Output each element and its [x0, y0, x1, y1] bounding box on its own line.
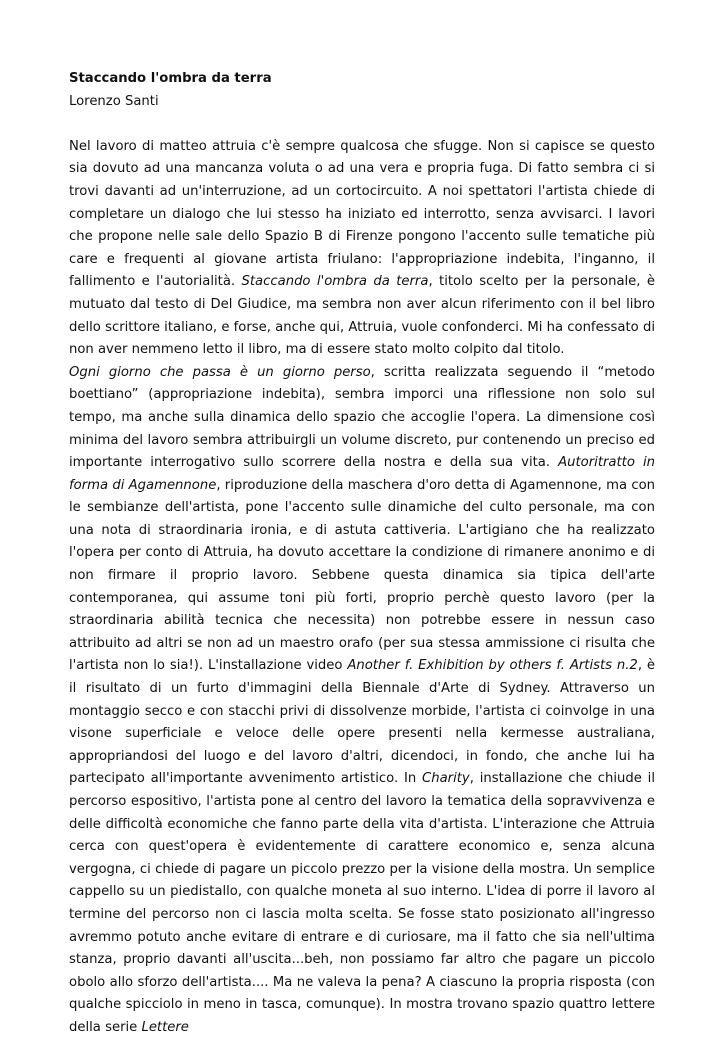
italic-title-text: Ogni giorno che passa è un giorno perso: [69, 364, 371, 380]
italic-title-text: Charity: [422, 771, 470, 787]
paragraph-text: , titolo scelto per la personale, è mutuato dal testo di Del Giudice, ma sembra non aver alcun riferimento con il bel libro dello scrittore italiano, e forse, anche qui, Attruia, vuole confonderci. Mi ha confessato di non aver nemmeno letto il libro, ma di essere stato molto colpito dal titolo.: [69, 274, 656, 358]
paragraph-text: , riproduzione della maschera d'oro detta di Agamennone, ma con le sembianze dell'artista, pone l'accento sulle dinamiche del culto personale, ma con una nota di straordinaria ironia, e di astuta cattiveria. L'artigiano che ha realizzato l'opera per conto di Attruia, ha dovuto accettare la condizione di rimanere anonimo e di non firmare il proprio lavoro. Sebbene questa dinamica sia tipica dell'arte contemporanea, qui assume toni più forti, proprio perchè questo lavoro (per la straordinaria abilità tecnica che necessita) non potrebbe essere in nessun caso attribuito ad altri se non ad un maestro orafo (per sua stessa ammissione ci risulta che l'artista non lo sia!). L'installazione video: [69, 477, 655, 674]
document-page: [69, 68, 655, 1040]
body-paragraph: [69, 362, 655, 1040]
document-title: Staccando l'ombra da terra: [69, 71, 272, 86]
italic-title-text: Staccando l'ombra da terra: [241, 274, 429, 290]
paragraph-text: , è il risultato di un furto d'immagini della Biennale d'Arte di Sydney. Attraverso un montaggio secco e con stacchi privi di dissolvenze morbide, l'artista ci coinvolge in una visone superficiale e veloce delle opere presenti nella kermesse australiana, appropriandosi del luogo e del lavoro d'altri, dicendoci, in fondo, che anche lui ha partecipato all'importante avvenimento artistico. In: [69, 658, 655, 787]
paragraph-text: Nel lavoro di matteo attruia c'è sempre qualcosa che sfugge. Non si capisce se questo sia dovuto ad una mancanza voluta o ad una vera e propria fuga. Di fatto sembra ci si trovi davanti ad un'interruzione, ad un cortocircuito. A noi spettatori l'artista chiede di completare un dialogo che lui stesso ha iniziato ed interrotto, senza avvisarci. I lavori che propone nelle sale dello Spazio B di Firenze pongono l'accento sulle tematiche più care e frequenti al giovane artista friulano: l'appropriazione indebita, l'inganno, il fallimento e l'autorialità.: [69, 138, 655, 290]
document-body: [69, 136, 655, 1040]
italic-title-text: Another f. Exhibition by others f. Artists n.2: [347, 658, 638, 674]
italic-title-text: Lettere: [141, 1019, 189, 1035]
document-author: Lorenzo Santi: [69, 93, 159, 109]
paragraph-text: , installazione che chiude il percorso espositivo, l'artista pone al centro del lavoro la tematica della sopravvivenza e delle difficoltà economiche che fanno parte della vita d'artista. L'interazione che Attruia cerca con quest'opera è evidentemente di carattere economico e, senza alcuna vergogna, ci chiede di pagare un piccolo prezzo per la visione della mostra. Un semplice cappello su un piedistallo, con qualche moneta al suo interno. L'idea di porre il lavoro al termine del percorso non ci lascia molta scelta. Se fosse stato posizionato all'ingresso avremmo potuto anche evitare di entrare e di curiosare, ma il fatto che sia nell'ultima stanza, proprio davanti all'uscita...beh, non possiamo far altro che pagare un piccolo obolo allo sforzo dell'artista.... Ma ne valeva la pena? A ciascuno la propria risposta (con qualche spicciolo in meno in tasca, comunque). In mostra trovano spazio quattro lettere della serie: [69, 771, 655, 1035]
blank-line: [69, 113, 655, 136]
italic-title-text: Autoritratto in forma di Agamennone: [69, 455, 655, 493]
body-paragraph: [69, 136, 655, 362]
paragraph-text: , scritta realizzata seguendo il “metodo boettiano” (appropriazione indebita), sembra imporci una riflessione non solo sul tempo, ma anche sulla dinamica dello spazio che accoglie l'opera. La dimensione così minima del lavoro sembra attribuirgli un volume discreto, pur contenendo un preciso ed importante interrogativo sullo scorrere della nostra e della sua vita.: [69, 364, 655, 471]
